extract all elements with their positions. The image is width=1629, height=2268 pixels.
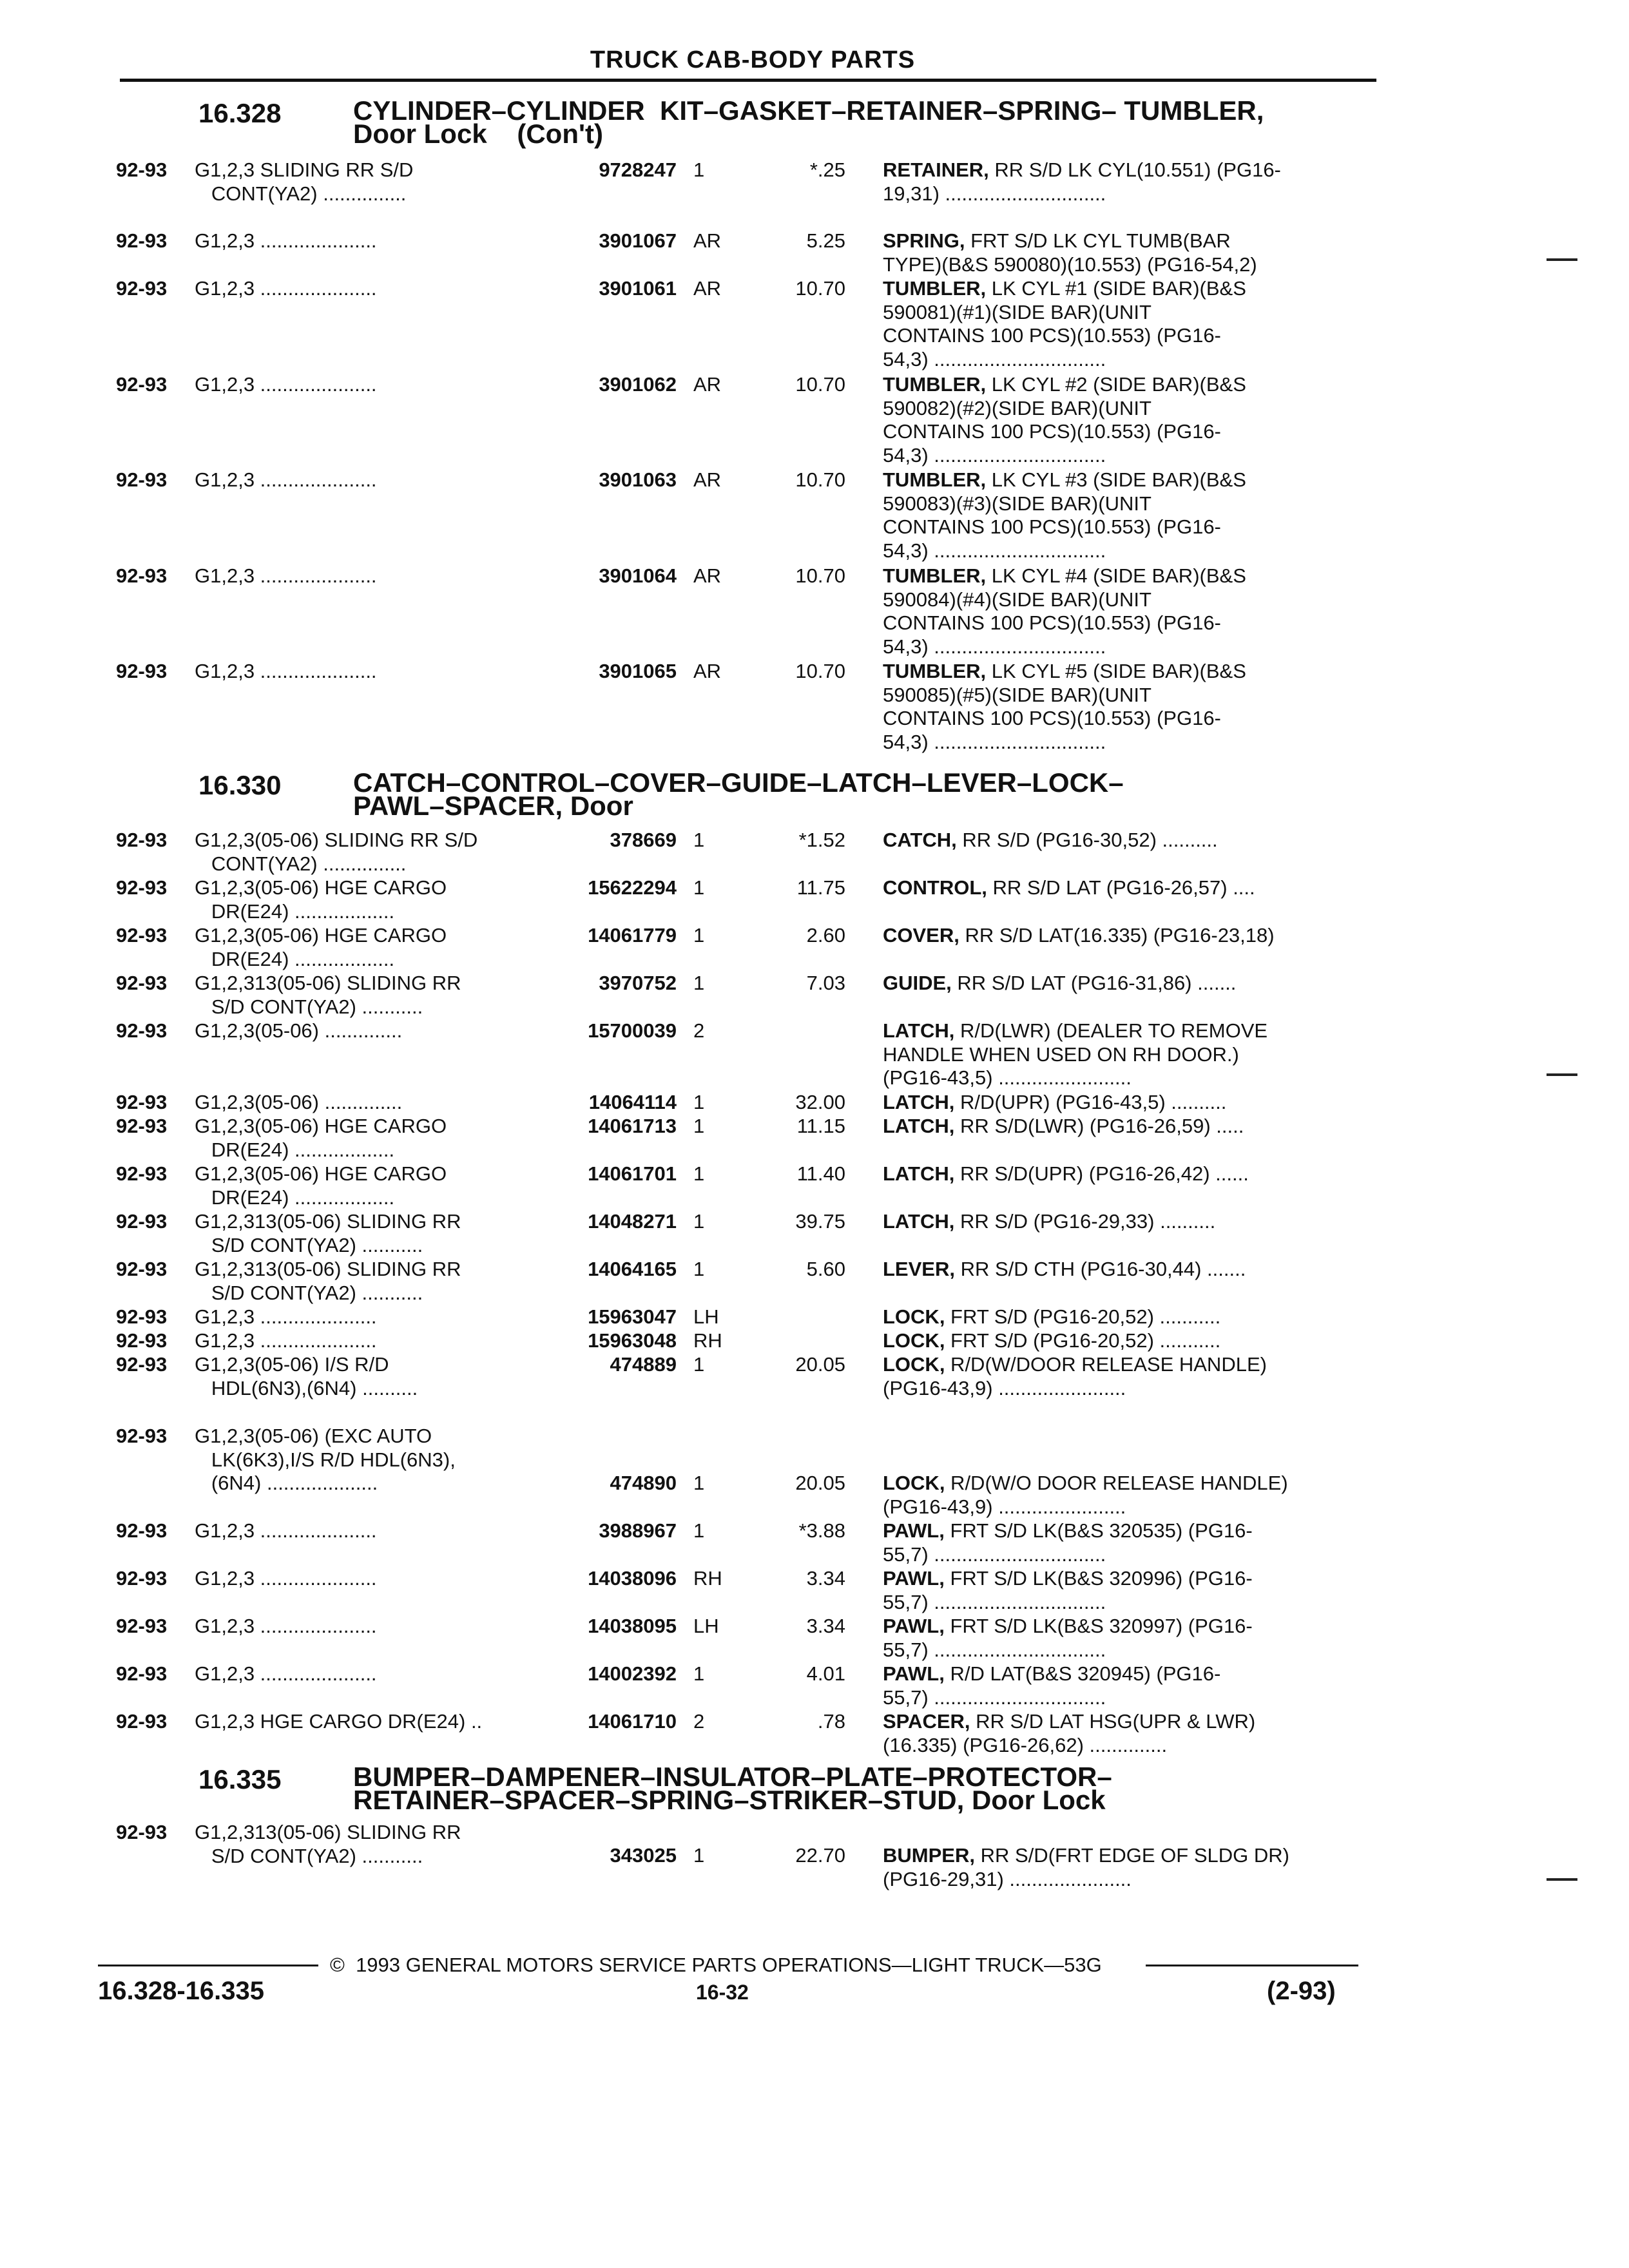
application: G1,2,3 ..................... [195,564,377,587]
description [883,1019,1268,1090]
application: G1,2,3(05-06) HGE CARGO DR(E24) .................. [195,876,447,923]
description [883,1091,1226,1115]
description-text: FRT S/D LK(B&S 320535) (PG16- 55,7) ............................... [883,1519,1253,1566]
part-name: TUMBLER, [883,468,987,491]
year: 92-93 [116,829,168,851]
description [883,1567,1253,1614]
description-text: RR S/D (PG16-30,52) .......... [956,829,1218,851]
price: 10.70 [795,468,845,491]
quantity: 1 [693,1115,705,1137]
price: 11.40 [796,1162,845,1185]
price: 10.70 [795,660,845,682]
description [883,1615,1253,1662]
quantity: AR [693,660,722,682]
description [883,1258,1246,1282]
description [883,1662,1220,1709]
application: G1,2,3(05-06) (EXC AUTO LK(6K3),I/S R/D HDL(6N3), (6N4) .................... [195,1425,456,1494]
description-text: R/D(UPR) (PG16-43,5) .......... [954,1091,1227,1113]
part-number: 14061713 [588,1115,677,1137]
part-number: 3988967 [599,1519,677,1542]
description-text: RR S/D(LWR) (PG16-26,59) ..... [954,1115,1244,1137]
year: 92-93 [116,1425,168,1447]
year: 92-93 [116,1210,168,1233]
year: 92-93 [116,1519,168,1542]
application: G1,2,3 ..................... [195,277,377,300]
quantity: 2 [693,1019,705,1042]
quantity: 1 [693,1662,705,1685]
application: G1,2,3 ..................... [195,1662,377,1685]
year: 92-93 [116,1091,168,1113]
application: G1,2,3 ..................... [195,1305,377,1328]
quantity: RH [693,1329,722,1352]
year: 92-93 [116,159,168,181]
part-number: 3901067 [599,229,677,252]
year: 92-93 [116,1821,168,1843]
description [883,1305,1220,1329]
part-name: BUMPER, [883,1844,975,1867]
description [883,876,1255,900]
description-text: RR S/D LAT (PG16-26,57) .... [987,876,1255,899]
margin-mark [1547,1073,1577,1076]
application: G1,2,3 ..................... [195,373,377,396]
part-name: LOCK, [883,1353,945,1376]
description-text: FRT S/D LK(B&S 320996) (PG16- 55,7) ............................... [883,1567,1253,1613]
description [883,373,1246,467]
quantity: 1 [693,972,705,994]
price: 4.01 [806,1662,845,1685]
part-number: 15622294 [588,876,677,899]
section-number: 16.335 [198,1764,282,1794]
part-number: 3901062 [599,373,677,396]
part-name: CONTROL, [883,876,987,899]
margin-mark [1547,1878,1577,1881]
description [883,277,1246,371]
part-name: LATCH, [883,1115,955,1137]
quantity: AR [693,373,722,396]
description [883,829,1218,852]
application: G1,2,313(05-06) SLIDING RR S/D CONT(YA2) ........... [195,972,461,1018]
application: G1,2,3 ..................... [195,1567,377,1590]
header-rule [120,79,1376,82]
part-number: 14038095 [588,1615,677,1637]
description-text: FRT S/D LK CYL TUMB(BAR TYPE)(B&S 590080)(10.553) (PG16-54,2) [883,229,1257,276]
description-text: R/D LAT(B&S 320945) (PG16- 55,7) ............................... [883,1662,1221,1709]
description-text: RR S/D CTH (PG16-30,44) ....... [954,1258,1246,1280]
quantity: AR [693,564,722,587]
quantity: LH [693,1615,719,1637]
part-number: 343025 [610,1844,677,1867]
page-title: TRUCK CAB-BODY PARTS [590,46,916,73]
part-name: PAWL, [883,1615,945,1637]
description [883,1472,1288,1519]
quantity: 1 [693,1210,705,1233]
description-text: LK CYL #4 (SIDE BAR)(B&S 590084)(#4)(SIDE BAR)(UNIT CONTAINS 100 PCS)(10.553) (PG16- 54,3) ............................... [883,564,1246,658]
year: 92-93 [116,1662,168,1685]
description [883,1353,1267,1400]
part-number: 14061710 [588,1710,677,1733]
part-name: LATCH, [883,1019,955,1042]
part-name: SPRING, [883,229,965,252]
part-number: 3901063 [599,468,677,491]
description-text: LK CYL #1 (SIDE BAR)(B&S 590081)(#1)(SIDE BAR)(UNIT CONTAINS 100 PCS)(10.553) (PG16- 54,3) ............................... [883,277,1246,370]
quantity: 2 [693,1710,705,1733]
description-text: RR S/D LAT(16.335) (PG16-23,18) [959,924,1275,947]
part-number: 14048271 [588,1210,677,1233]
description-text: R/D(W/O DOOR RELEASE HANDLE) (PG16-43,9) ....................... [883,1472,1288,1518]
price: 20.05 [795,1472,845,1494]
description-text: RR S/D LAT HSG(UPR & LWR) (16.335) (PG16-26,62) .............. [883,1710,1256,1756]
year: 92-93 [116,1162,168,1185]
price: 2.60 [806,924,845,947]
year: 92-93 [116,277,168,300]
application: G1,2,3 HGE CARGO DR(E24) .. [195,1710,483,1733]
price: .78 [817,1710,845,1733]
quantity: 1 [693,1091,705,1113]
price: *1.52 [798,829,845,851]
quantity: LH [693,1305,719,1328]
description [883,159,1281,206]
description [883,1115,1244,1139]
footer-rule [1146,1965,1358,1966]
part-number: 14061779 [588,924,677,947]
part-name: TUMBLER, [883,277,987,300]
application: G1,2,3(05-06) .............. [195,1091,403,1113]
description-text: RR S/D(UPR) (PG16-26,42) ...... [954,1162,1249,1185]
year: 92-93 [116,564,168,587]
price: 10.70 [795,277,845,300]
section-number: 16.328 [198,98,282,128]
part-name: GUIDE, [883,972,952,994]
part-name: TUMBLER, [883,660,987,682]
description-text: RR S/D LK CYL(10.551) (PG16- 19,31) ............................. [883,159,1281,205]
application: G1,2,3 ..................... [195,1615,377,1637]
part-number: 14038096 [588,1567,677,1590]
description [883,229,1257,276]
price: 10.70 [795,373,845,396]
price: 3.34 [806,1615,845,1637]
year: 92-93 [116,876,168,899]
application: G1,2,313(05-06) SLIDING RR S/D CONT(YA2) ........... [195,1210,461,1256]
part-number: 378669 [610,829,677,851]
year: 92-93 [116,1353,168,1376]
price: *3.88 [798,1519,845,1542]
part-name: TUMBLER, [883,373,987,396]
description [883,1844,1289,1891]
price: 5.25 [806,229,845,252]
application: G1,2,3 ..................... [195,468,377,491]
description-text: FRT S/D (PG16-20,52) ........... [945,1329,1221,1352]
price: 32.00 [795,1091,845,1113]
application: G1,2,313(05-06) SLIDING RR S/D CONT(YA2) ........... [195,1258,461,1304]
part-number: 15700039 [588,1019,677,1042]
part-name: LOCK, [883,1329,945,1352]
part-number: 14064114 [588,1091,677,1113]
part-number: 474890 [610,1472,677,1494]
price: 11.15 [796,1115,845,1137]
year: 92-93 [116,1258,168,1280]
quantity: RH [693,1567,722,1590]
description [883,660,1246,754]
part-number: 14064165 [588,1258,677,1280]
description [883,972,1236,995]
price: 39.75 [795,1210,845,1233]
application: G1,2,3 SLIDING RR S/D CONT(YA2) ............... [195,159,414,205]
section-title: CATCH–CONTROL–COVER–GUIDE–LATCH–LEVER–LOCK– PAWL–SPACER, Door [353,767,1124,821]
quantity: 1 [693,924,705,947]
description-text: LK CYL #2 (SIDE BAR)(B&S 590082)(#2)(SIDE BAR)(UNIT CONTAINS 100 PCS)(10.553) (PG16- 54,3) ............................... [883,373,1246,466]
part-name: PAWL, [883,1662,945,1685]
quantity: 1 [693,1162,705,1185]
part-name: LOCK, [883,1472,945,1494]
quantity: 1 [693,159,705,181]
description-text: LK CYL #3 (SIDE BAR)(B&S 590083)(#3)(SIDE BAR)(UNIT CONTAINS 100 PCS)(10.553) (PG16- 54,3) ............................... [883,468,1246,562]
description-text: FRT S/D (PG16-20,52) ........... [945,1305,1221,1328]
quantity: 1 [693,1519,705,1542]
description-text: RR S/D (PG16-29,33) .......... [954,1210,1216,1233]
section-number: 16.330 [198,770,282,800]
price: 22.70 [795,1844,845,1867]
year: 92-93 [116,1019,168,1042]
part-number: 474889 [610,1353,677,1376]
application: G1,2,3(05-06) HGE CARGO DR(E24) .................. [195,924,447,970]
part-number: 15963048 [588,1329,677,1352]
year: 92-93 [116,924,168,947]
footer-date: (2-93) [1267,1977,1336,2005]
year: 92-93 [116,1305,168,1328]
part-name: RETAINER, [883,159,989,181]
application: G1,2,3(05-06) .............. [195,1019,403,1042]
footer-section-range: 16.328-16.335 [98,1977,265,2005]
description [883,1210,1215,1234]
part-number: 9728247 [599,159,677,181]
application: G1,2,3(05-06) I/S R/D HDL(6N3),(6N4) .......... [195,1353,418,1399]
price: 20.05 [795,1353,845,1376]
part-number: 15963047 [588,1305,677,1328]
section-title: BUMPER–DAMPENER–INSULATOR–PLATE–PROTECTOR– RETAINER–SPACER–SPRING–STRIKER–STUD, Door Lock [353,1762,1112,1815]
description [883,924,1275,948]
price: 5.60 [806,1258,845,1280]
year: 92-93 [116,373,168,396]
part-name: PAWL, [883,1519,945,1542]
description [883,1710,1255,1757]
price: 7.03 [806,972,845,994]
quantity: 1 [693,1258,705,1280]
application: G1,2,3 ..................... [195,1329,377,1352]
quantity: 1 [693,1472,705,1494]
year: 92-93 [116,468,168,491]
description [883,564,1246,658]
description-text: R/D(W/DOOR RELEASE HANDLE) (PG16-43,9) ....................... [883,1353,1267,1399]
quantity: AR [693,468,722,491]
part-name: PAWL, [883,1567,945,1590]
quantity: AR [693,277,722,300]
description-text: RR S/D LAT (PG16-31,86) ....... [951,972,1237,994]
description-text: R/D(LWR) (DEALER TO REMOVE HANDLE WHEN USED ON RH DOOR.) (PG16-43,5) ........................ [883,1019,1268,1089]
description-text: LK CYL #5 (SIDE BAR)(B&S 590085)(#5)(SIDE BAR)(UNIT CONTAINS 100 PCS)(10.553) (PG16- 54,3) ............................... [883,660,1246,753]
description-text: FRT S/D LK(B&S 320997) (PG16- 55,7) ............................... [883,1615,1253,1661]
footer-copyright: © 1993 GENERAL MOTORS SERVICE PARTS OPERATIONS—LIGHT TRUCK—53G [330,1954,1102,1976]
part-number: 3970752 [599,972,677,994]
application: G1,2,3(05-06) SLIDING RR S/D CONT(YA2) ............... [195,829,478,875]
margin-mark [1547,258,1577,261]
application: G1,2,3(05-06) HGE CARGO DR(E24) .................. [195,1115,447,1161]
part-name: LATCH, [883,1091,955,1113]
application: G1,2,3 ..................... [195,660,377,682]
part-number: 3901065 [599,660,677,682]
quantity: 1 [693,829,705,851]
part-name: LATCH, [883,1210,955,1233]
part-name: SPACER, [883,1710,970,1733]
part-name: LOCK, [883,1305,945,1328]
part-number: 3901064 [599,564,677,587]
description-text: RR S/D(FRT EDGE OF SLDG DR) (PG16-29,31) ...................... [883,1844,1289,1890]
footer-page-number: 16-32 [696,1981,749,2004]
year: 92-93 [116,1710,168,1733]
year: 92-93 [116,1567,168,1590]
part-name: LATCH, [883,1162,955,1185]
description [883,1162,1249,1186]
part-number: 3901061 [599,277,677,300]
part-name: LEVER, [883,1258,955,1280]
price: *.25 [809,159,845,181]
part-number: 14061701 [588,1162,677,1185]
quantity: AR [693,229,722,252]
section-title: CYLINDER–CYLINDER KIT–GASKET–RETAINER–SPRING– TUMBLER, Door Lock (Con't) [353,95,1264,149]
year: 92-93 [116,229,168,252]
part-name: TUMBLER, [883,564,987,587]
description [883,1329,1220,1353]
price: 11.75 [796,876,845,899]
price: 10.70 [795,564,845,587]
application: G1,2,313(05-06) SLIDING RR S/D CONT(YA2) ........... [195,1821,461,1867]
description [883,1519,1253,1566]
part-number: 14002392 [588,1662,677,1685]
price: 3.34 [806,1567,845,1590]
year: 92-93 [116,1115,168,1137]
quantity: 1 [693,1353,705,1376]
quantity: 1 [693,876,705,899]
footer-rule [98,1965,318,1966]
application: G1,2,3(05-06) HGE CARGO DR(E24) .................. [195,1162,447,1209]
year: 92-93 [116,972,168,994]
part-name: CATCH, [883,829,957,851]
year: 92-93 [116,660,168,682]
quantity: 1 [693,1844,705,1867]
application: G1,2,3 ..................... [195,1519,377,1542]
application: G1,2,3 ..................... [195,229,377,252]
part-name: COVER, [883,924,959,947]
year: 92-93 [116,1615,168,1637]
year: 92-93 [116,1329,168,1352]
description [883,468,1246,562]
